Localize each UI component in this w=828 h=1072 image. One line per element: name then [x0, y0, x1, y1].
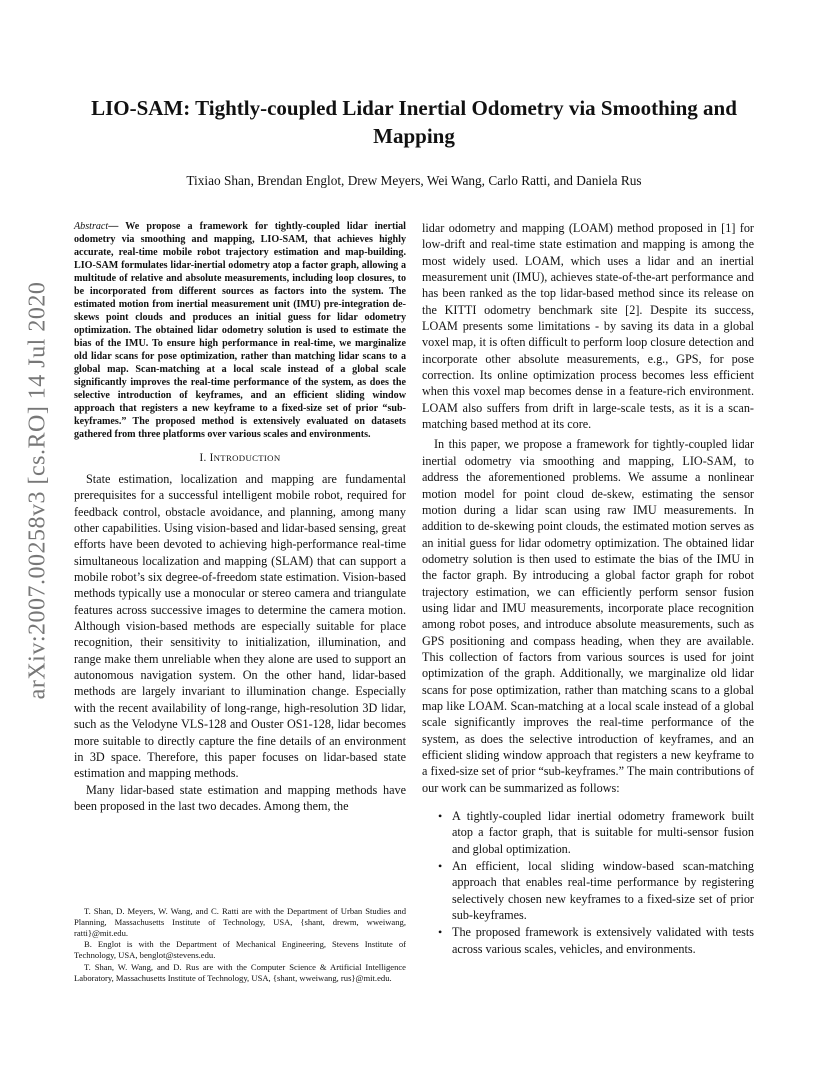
footnote-affiliation-mit-csail: T. Shan, W. Wang, and D. Rus are with the Computer Science & Artificial Intelligence Laboratory, Massachusetts Institute of Technology, USA, {shant, wweiwang, rus}@mit.edu. — [74, 961, 406, 983]
section-name: NTRODUCTION — [213, 453, 281, 463]
section-number: I. I — [199, 452, 214, 464]
list-item — [422, 858, 754, 923]
contribution-text: A tightly-coupled lidar inertial odometry framework built atop a factor graph, that is suitable for multi-sensor fusion and global optimization. — [452, 809, 754, 856]
footnotes — [74, 906, 406, 985]
abstract-text: — We propose a framework for tightly-coupled lidar inertial odometry via smoothing and mapping, LIO-SAM, that achieves highly accurate, real-time mobile robot trajectory estimation and map-building. LIO-SAM formulates lidar-inertial odometry atop a factor graph, allowing a multitude of relative and absolute measurements, including loop closures, to be incorporated from different sources as factors into the system. The estimated motion from inertial measurement unit (IMU) pre-integration de-skews point clouds and produces an initial guess for lidar odometry optimization. The obtained lidar odometry solution is used to estimate the bias of the IMU. To ensure high performance in real-time, we marginalize old lidar scans for pose optimization, rather than matching lidar scans to a global map. Scan-matching at a local scale instead of a global scale significantly improves the real-time performance of the system, as does the selective introduction of keyframes, and an efficient sliding window approach that registers a new keyframe to a fixed-size set of prior “sub-keyframes.” The proposed method is extensively evaluated on datasets gathered from three platforms over various scales and environments. — [74, 221, 406, 440]
bullet-icon: • — [438, 859, 443, 874]
paper-title: LIO-SAM: Tightly-coupled Lidar Inertial Odometry via Smoothing and Mapping — [91, 96, 737, 148]
footnote-affiliation-mit-dusp: T. Shan, D. Meyers, W. Wang, and C. Ratti are with the Department of Urban Studies and Planning, Massachusetts Institute of Technology, USA, {shant, drewm, wweiwang, ratti}@mit.edu. — [74, 906, 406, 938]
contributions-list — [422, 808, 754, 957]
intro-paragraph-2: Many lidar-based state estimation and mapping methods have been proposed in the last two decades. Among them, the — [74, 782, 406, 813]
abstract-label: Abstract — [74, 221, 109, 232]
contribution-text: The proposed framework is extensively validated with tests across various scales, vehicles, and environments. — [452, 925, 754, 956]
intro-paragraph-1: State estimation, localization and mapping are fundamental prerequisites for a successful intelligent mobile robot, required for feedback control, obstacle avoidance, and planning, among many other capabilities. Using vision-based and lidar-based sensing, great efforts have been devoted to achieving high-performance real-time simultaneous localization and mapping (SLAM) that can support a mobile robot’s six degree-of-freedom state estimation. Vision-based methods typically use a monocular or stereo camera and triangulate features across successive images to determine the camera motion. Although vision-based methods are especially suitable for place recognition, their sensitivity to initialization, illumination, and range make them unreliable when they alone are used to support an autonomous navigation system. On the other hand, lidar-based methods are largely invariant to illumination change. Especially with the recent availability of long-range, high-resolution 3D lidar, such as the Velodyne VLS-128 and Ouster OS1-128, lidar becomes more suitable to directly capture the fine details of an environment in 3D space. Therefore, this paper focuses on lidar-based state estimation and mapping methods. — [74, 472, 406, 781]
intro-paragraph-4: In this paper, we propose a framework for tightly-coupled lidar inertial odometry via smoothing and mapping, LIO-SAM, to address the aforementioned problems. We assume a nonlinear motion model for point cloud de-skew, estimating the sensor motion during a lidar scan using raw IMU measurements. In addition to de-skewing point clouds, the estimated motion serves as an initial guess for lidar odometry optimization. The obtained lidar odometry solution is then used to estimate the bias of the IMU in the factor graph. By introducing a global factor graph for robot trajectory estimation, we can efficiently perform sensor fusion using lidar and IMU measurements, incorporate place recognition among robot poses, and introduce absolute measurements, such as GPS positioning and compass heading, when they are available. This collection of factors from various sources is used for joint optimization of the graph. Additionally, we marginalize old lidar scans for pose optimization, rather than matching scans to a global map like LOAM. Scan-matching at a local scale instead of a global scale significantly improves the real-time performance of the system, as does the selective introduction of keyframes, and an efficient sliding window approach that registers a new keyframe to a fixed-size set of prior “sub-keyframes.” The main contributions of our work can be summarized as follows: — [422, 437, 754, 795]
section-heading-introduction — [74, 451, 406, 465]
right-column — [422, 220, 754, 1040]
list-item — [422, 924, 754, 957]
contribution-text: An efficient, local sliding window-based scan-matching approach that enables real-time performance by registering selectively chosen new keyframes to a fixed-size set of prior sub-keyframes. — [452, 859, 754, 923]
arxiv-identifier — [18, 281, 58, 699]
arxiv-identifier-text: arXiv:2007.00258v3 [cs.RO] 14 Jul 2020 — [24, 281, 51, 699]
author-list: Tixiao Shan, Brendan Englot, Drew Meyers, Wei Wang, Carlo Ratti, and Daniela Rus — [186, 173, 642, 188]
footnote-affiliation-stevens: B. Englot is with the Department of Mechanical Engineering, Stevens Institute of Technology, USA, benglot@stevens.edu. — [74, 939, 406, 961]
bullet-icon: • — [438, 925, 443, 940]
intro-paragraph-3: lidar odometry and mapping (LOAM) method proposed in [1] for low-drift and real-time state estimation and mapping is among the most widely used. LOAM, which uses a lidar and an inertial measurement unit (IMU), achieves state-of-the-art performance and has been ranked as the top lidar-based method since its release on the KITTI odometry benchmark site [2]. Despite its success, LOAM presents some limitations - by saving its data in a global voxel map, it is often difficult to perform loop closure detection and incorporate other absolute measurements, e.g., GPS, for pose correction. Its online optimization process becomes less efficient when this voxel map becomes dense in a feature-rich environment. LOAM also suffers from drift in large-scale tests, as it is a scan-matching based method at its core. — [422, 221, 754, 432]
abstract — [74, 220, 406, 441]
bullet-icon: • — [438, 809, 443, 824]
list-item — [422, 808, 754, 857]
